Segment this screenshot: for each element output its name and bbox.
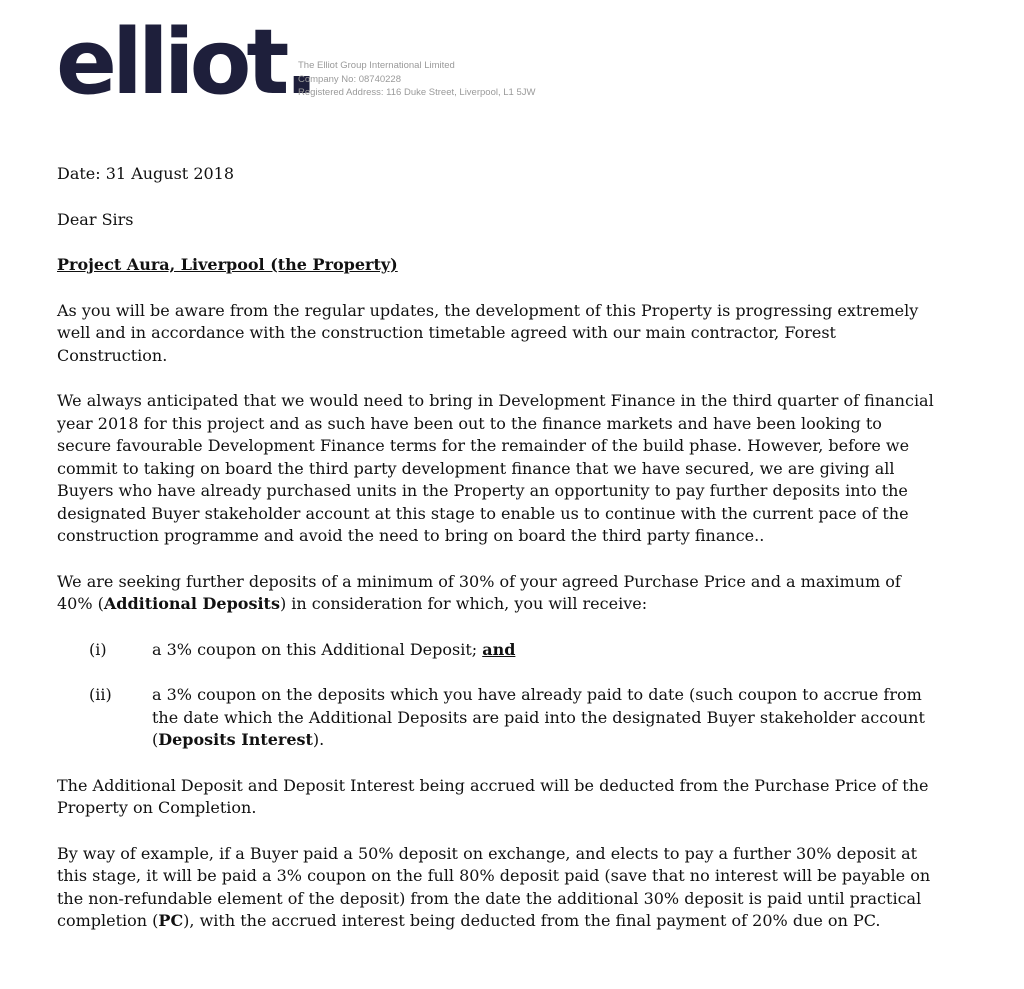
salutation: Dear Sirs [57, 209, 134, 229]
paragraph-deduction: The Additional Deposit and Deposit Interest being accrued will be deducted from the Purchase Price of the Property on Completion. [57, 775, 929, 817]
letter-date: Date: 31 August 2018 [57, 164, 235, 183]
paragraph-progress: As you will be aware from the regular updates, the development of this Property is progressing extremely well and in accordance with the construction timetable agreed with our main contractor, Forest Construction. [57, 300, 919, 365]
paragraph-example: By way of example, if a Buyer paid a 50% deposit on exchange, and elects to pay a further 30% deposit at this stage, it will be paid a 3% coupon on the full 80% deposit paid (save that no interest will be payable on the non-refundable element of the deposit) from the date the additional 30% deposit is paid until practical completion (PC), with the accrued interest being deducted from the final payment of 20% due on PC. [57, 843, 931, 930]
term-additional-deposits: Additional Deposits [103, 594, 280, 613]
company-name: The Elliot Group International Limited [298, 60, 455, 71]
paragraph-deposits: We are seeking further deposits of a minimum of 30% of your agreed Purchase Price and a maximum of 40% (Additional Deposits) in consideration for which, you will receive: [57, 571, 901, 613]
term-deposits-interest: Deposits Interest [158, 730, 313, 749]
letter-subject: Project Aura, Liverpool (the Property) [57, 255, 398, 274]
list-number: (ii) [89, 685, 112, 704]
list-item-ii: (ii) a 3% coupon on the deposits which you have already paid to date (such coupon to accrue from the date which the Additional Deposits are paid into the designated Buyer stakeholder account (Deposits Interest). [89, 685, 925, 749]
registered-address: Registered Address: 116 Duke Street, Liverpool, L1 5JW [298, 87, 536, 98]
company-number: Company No: 08740228 [298, 73, 401, 85]
emphasis-and: and [482, 639, 516, 659]
paragraph-finance: We always anticipated that we would need to bring in Development Finance in the third quarter of financial year 2018 for this project and as such have been out to the finance markets and have been looking to secure favourable Development Finance terms for the remainder of the build phase. However, before we commit to taking on board the third party development finance that we have secured, we are giving all Buyers who have already purchased units in the Property an opportunity to pay further deposits into the designated Buyer stakeholder account at this stage to enable us to continue with the current pace of the construction programme and avoid the need to bring on board the third party finance.. [57, 391, 934, 545]
letter-body [57, 163, 937, 956]
elliot-logo: elliot. [56, 10, 314, 115]
company-details [298, 59, 535, 100]
list-item-i: (i) a 3% coupon on this Additional Deposit; and [57, 639, 937, 662]
list-number: (i) [89, 639, 107, 659]
term-pc: PC [158, 911, 184, 930]
